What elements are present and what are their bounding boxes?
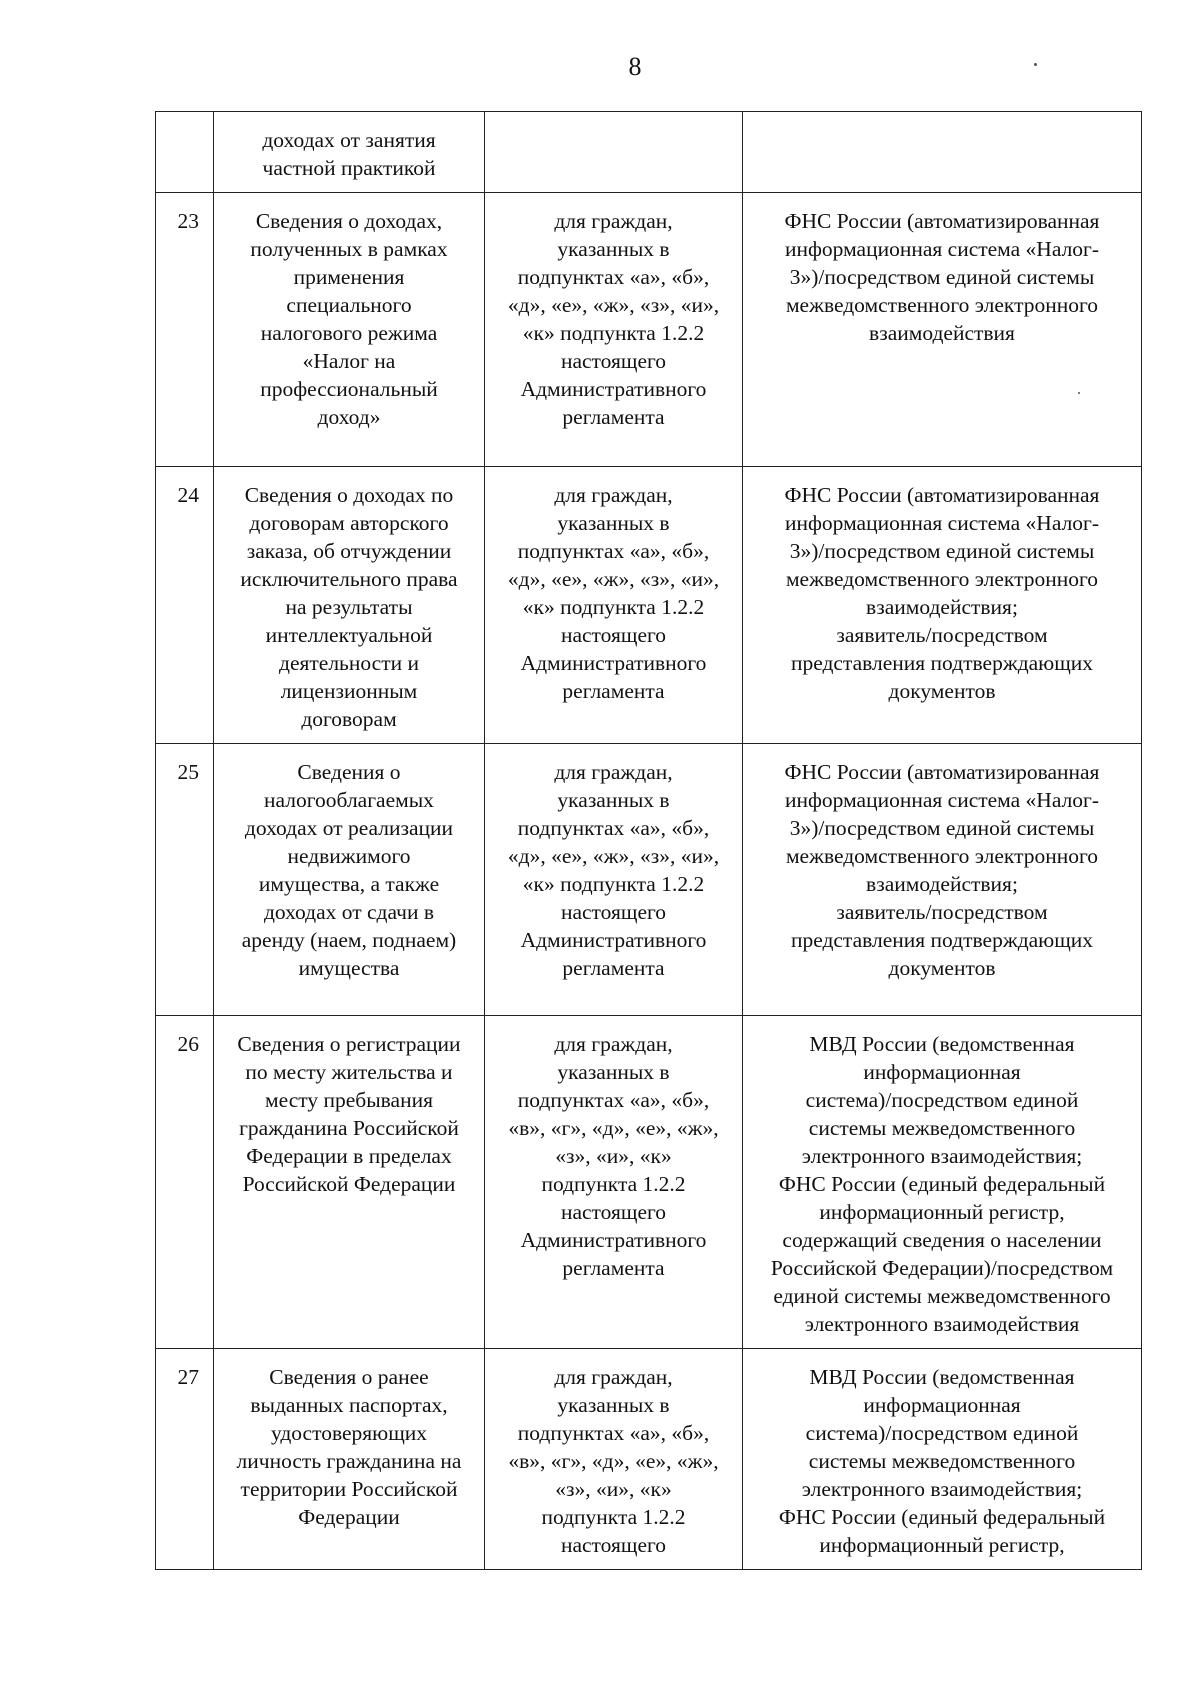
table-row bbox=[156, 467, 1142, 744]
document-name-cell: Сведения о доходах, полученных в рамках применения специального налогового режима «Налог на профессиональный доход» bbox=[214, 193, 485, 467]
source-cell: МВД России (ведомственная информационная система)/посредством единой системы межведомственного электронного взаимодействия; ФНС России (единый федеральный информационный регистр, bbox=[743, 1349, 1142, 1570]
document-name-cell: Сведения о налогооблагаемых доходах от реализации недвижимого имущества, а также доходах от сдачи в аренду (наем, поднаем) имущества bbox=[214, 744, 485, 1016]
table-row bbox=[156, 1349, 1142, 1570]
row-number-cell: 25 bbox=[156, 744, 214, 1016]
document-name-cell: Сведения о ранее выданных паспортах, удостоверяющих личность гражданина на территории Российской Федерации bbox=[214, 1349, 485, 1570]
source-cell: ФНС России (автоматизированная информационная система «Налог- 3»)/посредством единой системы межведомственного электронного взаимодействия; заявитель/посредством представления подтверждающих документов bbox=[743, 467, 1142, 744]
table-row bbox=[156, 744, 1142, 1016]
source-cell: ФНС России (автоматизированная информационная система «Налог- 3»)/посредством единой системы межведомственного электронного взаимодействия; заявитель/посредством представления подтверждающих документов bbox=[743, 744, 1142, 1016]
document-name-cell: Сведения о доходах по договорам авторского заказа, об отчуждении исключительного права на результаты интеллектуальной деятельности и лицензионным договорам bbox=[214, 467, 485, 744]
applicability-cell: для граждан, указанных в подпунктах «а», «б», «в», «г», «д», «е», «ж», «з», «и», «к» подпункта 1.2.2 настоящего bbox=[485, 1349, 743, 1570]
table-row bbox=[156, 1016, 1142, 1349]
source-cell: ФНС России (автоматизированная информационная система «Налог- 3»)/посредством единой системы межведомственного электронного взаимодействия bbox=[743, 193, 1142, 467]
table-row bbox=[156, 193, 1142, 467]
scan-speck bbox=[1034, 63, 1037, 66]
source-cell: МВД России (ведомственная информационная система)/посредством единой системы межведомственного электронного взаимодействия; ФНС России (единый федеральный информационный регистр, содержащий сведения о населении Российской Федерации)/посредством единой системы межведомственного электронного взаимодействия bbox=[743, 1016, 1142, 1349]
applicability-cell: для граждан, указанных в подпунктах «а», «б», «д», «е», «ж», «з», «и», «к» подпункта 1.2.2 настоящего Административного регламента bbox=[485, 744, 743, 1016]
row-number-cell: 27 bbox=[156, 1349, 214, 1570]
document-name-cell: Сведения о регистрации по месту жительства и месту пребывания гражданина Российской Федерации в пределах Российской Федерации bbox=[214, 1016, 485, 1349]
source-cell bbox=[743, 112, 1142, 193]
table-row bbox=[156, 112, 1142, 193]
document-name-cell: доходах от занятия частной практикой bbox=[214, 112, 485, 193]
page-number: 8 bbox=[628, 52, 642, 81]
row-number-cell bbox=[156, 112, 214, 193]
documents-table bbox=[155, 111, 1142, 1570]
applicability-cell: для граждан, указанных в подпунктах «а», «б», «д», «е», «ж», «з», «и», «к» подпункта 1.2.2 настоящего Административного регламента bbox=[485, 193, 743, 467]
row-number-cell: 24 bbox=[156, 467, 214, 744]
documents-table-body bbox=[156, 112, 1142, 1570]
applicability-cell bbox=[485, 112, 743, 193]
applicability-cell: для граждан, указанных в подпунктах «а», «б», «д», «е», «ж», «з», «и», «к» подпункта 1.2.2 настоящего Административного регламента bbox=[485, 467, 743, 744]
applicability-cell: для граждан, указанных в подпунктах «а», «б», «в», «г», «д», «е», «ж», «з», «и», «к» подпункта 1.2.2 настоящего Административного регламента bbox=[485, 1016, 743, 1349]
row-number-cell: 23 bbox=[156, 193, 214, 467]
row-number-cell: 26 bbox=[156, 1016, 214, 1349]
